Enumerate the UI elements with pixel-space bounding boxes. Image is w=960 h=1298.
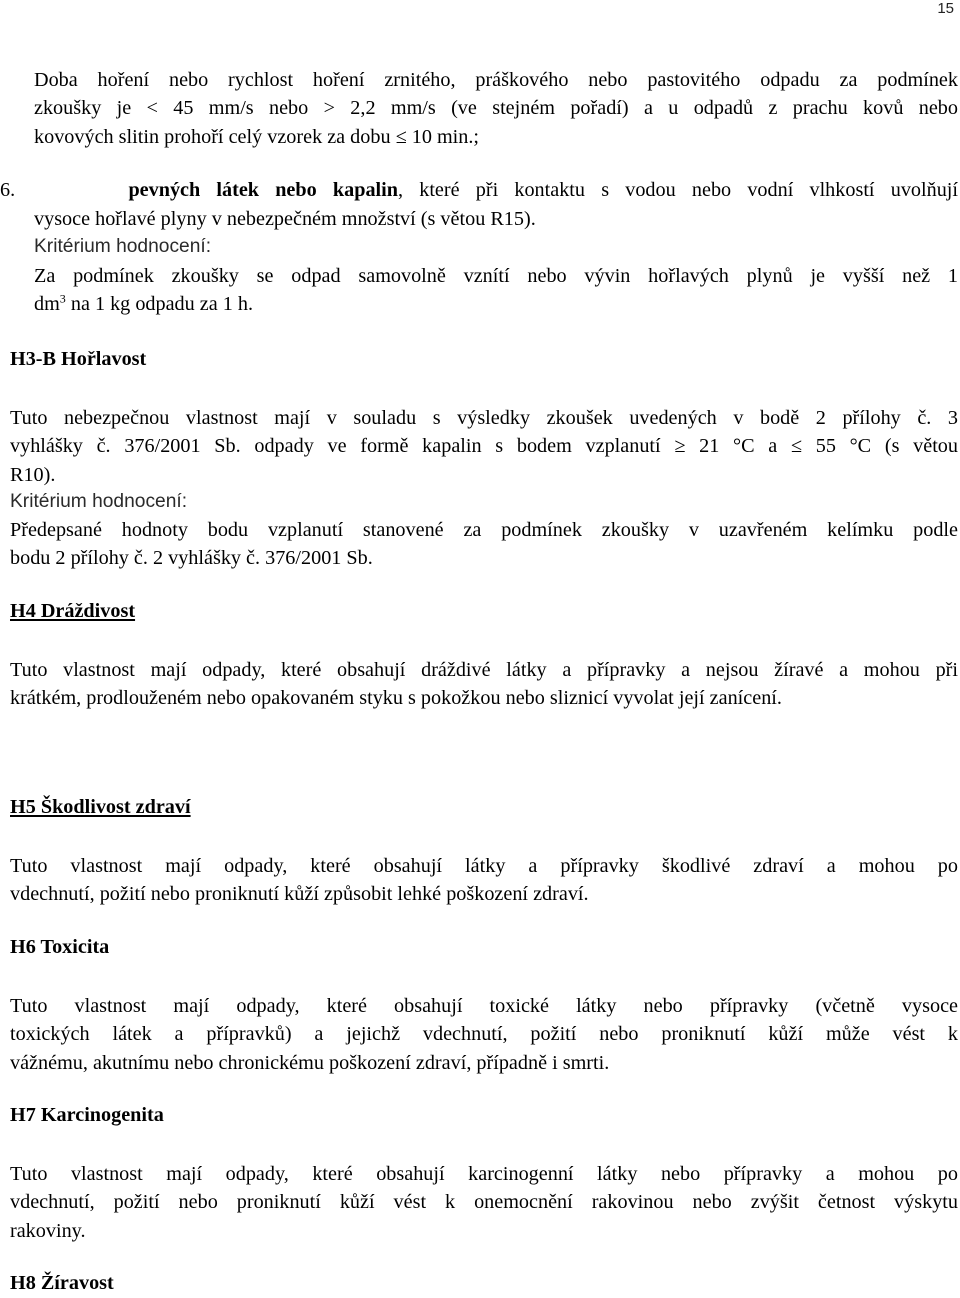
text-line: Tuto vlastnost mají odpady, které obsahují karcinogenní látky nebo přípravky a mohou po	[10, 1163, 958, 1185]
heading-h5: H5 Škodlivost zdraví	[10, 796, 191, 818]
heading-h3b: H3-B Hořlavost	[10, 348, 147, 370]
unit-dm: dm	[34, 293, 60, 316]
item-number: 6.	[0, 179, 16, 201]
h7-paragraph	[10, 1160, 958, 1245]
text-line: kovových slitin prohoří celý vzorek za dobu ≤ 10 min.;	[34, 125, 480, 148]
text-fragment: na 1 kg odpadu za 1 h.	[65, 293, 254, 316]
text-line: rakoviny.	[10, 1219, 86, 1242]
h3b-criterion-label	[10, 488, 958, 516]
item-6-criterion-label	[34, 233, 958, 261]
text-line: toxických látek a přípravků) a jejichž vdechnutí, požití nebo proniknutí kůží může vést k	[10, 1023, 958, 1046]
text-line: Doba hoření nebo rychlost hoření zrnitého, práškového nebo pastovitého odpadu za podmínek	[34, 69, 958, 91]
intro-paragraph	[34, 66, 958, 151]
heading-h6: H6 Toxicita	[10, 936, 110, 958]
text-line: vdechnutí, požití nebo proniknutí kůží vést k onemocnění rakovinou nebo zvýšit četnost výskytu	[10, 1191, 958, 1214]
text-line: R10).	[10, 463, 56, 486]
item-6-bold-term: pevných látek nebo kapalin	[128, 179, 398, 201]
text-line: vysoce hořlavé plyny v nebezpečném množství (s větou R15).	[34, 208, 536, 230]
item-6	[0, 176, 958, 204]
text-line	[34, 290, 958, 318]
item-6-rest: , které při kontaktu s vodou nebo vodní vlhkostí uvolňují	[398, 179, 959, 201]
h3b-criterion	[10, 516, 958, 573]
h4-paragraph	[10, 656, 958, 713]
criterion-label: Kritérium hodnocení:	[10, 491, 188, 512]
text-line: Tuto vlastnost mají odpady, které obsahují dráždivé látky a přípravky a nejsou žíravé a mohou při	[10, 659, 958, 681]
heading-h8: H8 Žíravost	[10, 1272, 114, 1294]
text-line: Tuto nebezpečnou vlastnost mají v souladu s výsledky zkoušek uvedených v bodě 2 přílohy č. 3	[10, 407, 958, 429]
page-number: 15	[937, 0, 954, 17]
text-line: Tuto vlastnost mají odpady, které obsahují látky a přípravky škodlivé zdraví a mohou po	[10, 855, 958, 877]
text-line: zkoušky je < 45 mm/s nebo > 2,2 mm/s (ve stejném pořadí) a u odpadů z prachu kovů nebo	[34, 97, 958, 120]
text-line: krátkém, prodlouženém nebo opakovaném styku s pokožkou nebo sliznicí vyvolat její zanícení.	[10, 687, 782, 710]
text-line: Za podmínek zkoušky se odpad samovolně vznítí nebo vývin hořlavých plynů je vyšší než 1	[34, 265, 958, 287]
text-line: Předepsané hodnoty bodu vzplanutí stanovené za podmínek zkoušky v uzavřeném kelímku podle	[10, 519, 958, 541]
text-line: vyhlášky č. 376/2001 Sb. odpady ve formě kapalin s bodem vzplanutí ≥ 21 °C a ≤ 55 °C (s větou	[10, 435, 958, 458]
item-6-continuation	[34, 205, 958, 233]
heading-h4: H4 Dráždivost	[10, 600, 136, 622]
text-line: vdechnutí, požití nebo proniknutí kůží způsobit lehké poškození zdraví.	[10, 883, 589, 906]
text-line: Tuto vlastnost mají odpady, které obsahují toxické látky nebo přípravky (včetně vysoce	[10, 995, 958, 1017]
unit-exponent: 3	[59, 291, 66, 306]
h6-paragraph	[10, 992, 958, 1077]
item-6-criterion	[34, 262, 958, 319]
criterion-label: Kritérium hodnocení:	[34, 236, 212, 257]
text-line: vážnému, akutnímu nebo chronickému poškození zdraví, případně i smrti.	[10, 1051, 610, 1074]
item-6-line-1	[0, 176, 958, 204]
text-line: bodu 2 přílohy č. 2 vyhlášky č. 376/2001 Sb.	[10, 547, 373, 570]
heading-h7: H7 Karcinogenita	[10, 1104, 164, 1126]
h3b-paragraph	[10, 404, 958, 489]
h5-paragraph	[10, 852, 958, 909]
